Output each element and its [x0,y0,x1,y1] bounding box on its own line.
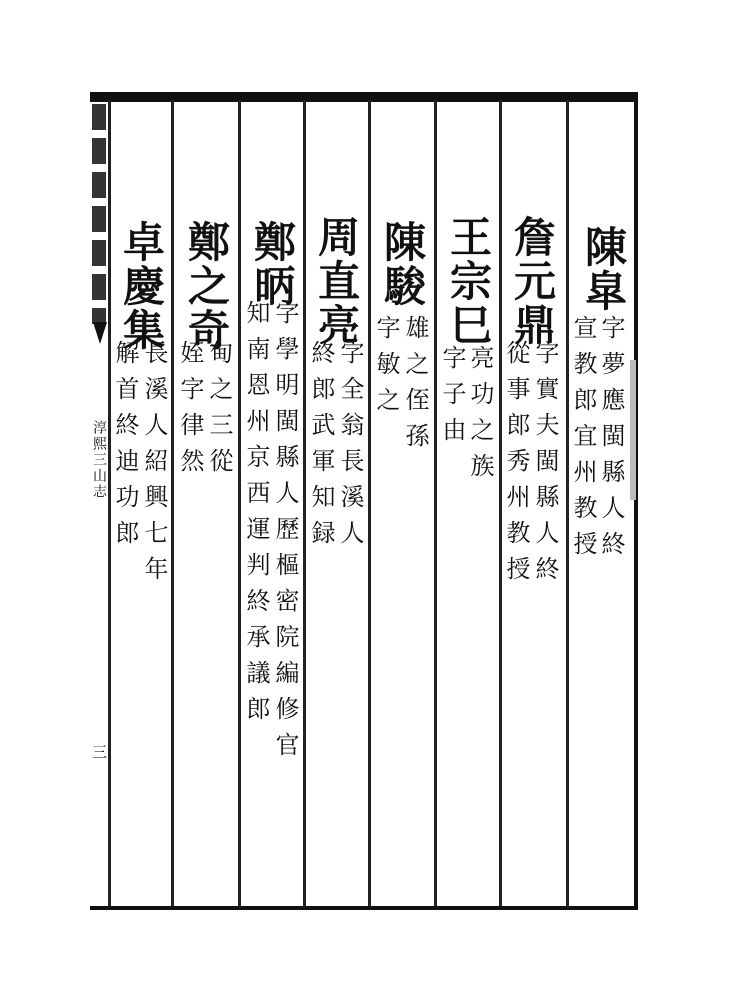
entry-note-line: 字實夫閩縣人終 [531,340,559,592]
entry-name: 王宗巳 [444,215,493,347]
entry-name: 周直亮 [312,215,361,347]
entry-name: 陳皐 [579,225,628,313]
entry-note-line: 字夢應閩縣人終 [597,315,625,567]
entry-note-line: 從事郎秀州教授 [502,340,530,592]
entry-name: 詹元鼎 [508,215,557,347]
entry-name: 鄭昞 [248,220,297,308]
entry-note-line: 雄之侄孫 [401,315,429,459]
entry-name: 陳駿 [378,220,427,308]
entry-note-line: 長溪人紹興七年 [140,340,168,592]
entry-note-line: 字子由 [438,345,466,453]
entry-note-line: 知南恩州京西運判終承議郎 [242,300,270,732]
column-rule [368,100,371,906]
column-rule [434,100,437,906]
margin-book-title: 淳熙三山志 [91,420,107,500]
entry-note-line: 字學明閩縣人歷樞密院編修官 [271,300,299,768]
entry-note-line: 字敏之 [372,315,400,423]
entry-note-line: 亮功之族 [466,345,494,489]
entry-name: 卓慶集 [117,220,166,352]
entry-name: 鄭之奇 [182,220,231,352]
column-rule [171,100,174,906]
margin-fish-head [92,104,106,324]
entry-note-line: 字全翁長溪人 [336,340,364,556]
entry-note-line: 終郎武軍知録 [307,340,335,556]
entry-note-line: 甸之三從 [205,340,233,484]
page-edge-shadow [630,360,636,500]
entry-note-line: 解首終迪功郎 [111,340,139,556]
entry-note-line: 宣教郎宜州教授 [569,315,597,567]
margin-page-number: 三 [90,744,108,759]
column-rule [238,100,241,906]
entry-note-line: 姪字律然 [176,340,204,484]
column-rule [303,100,306,906]
fishtail-mark [93,322,107,344]
